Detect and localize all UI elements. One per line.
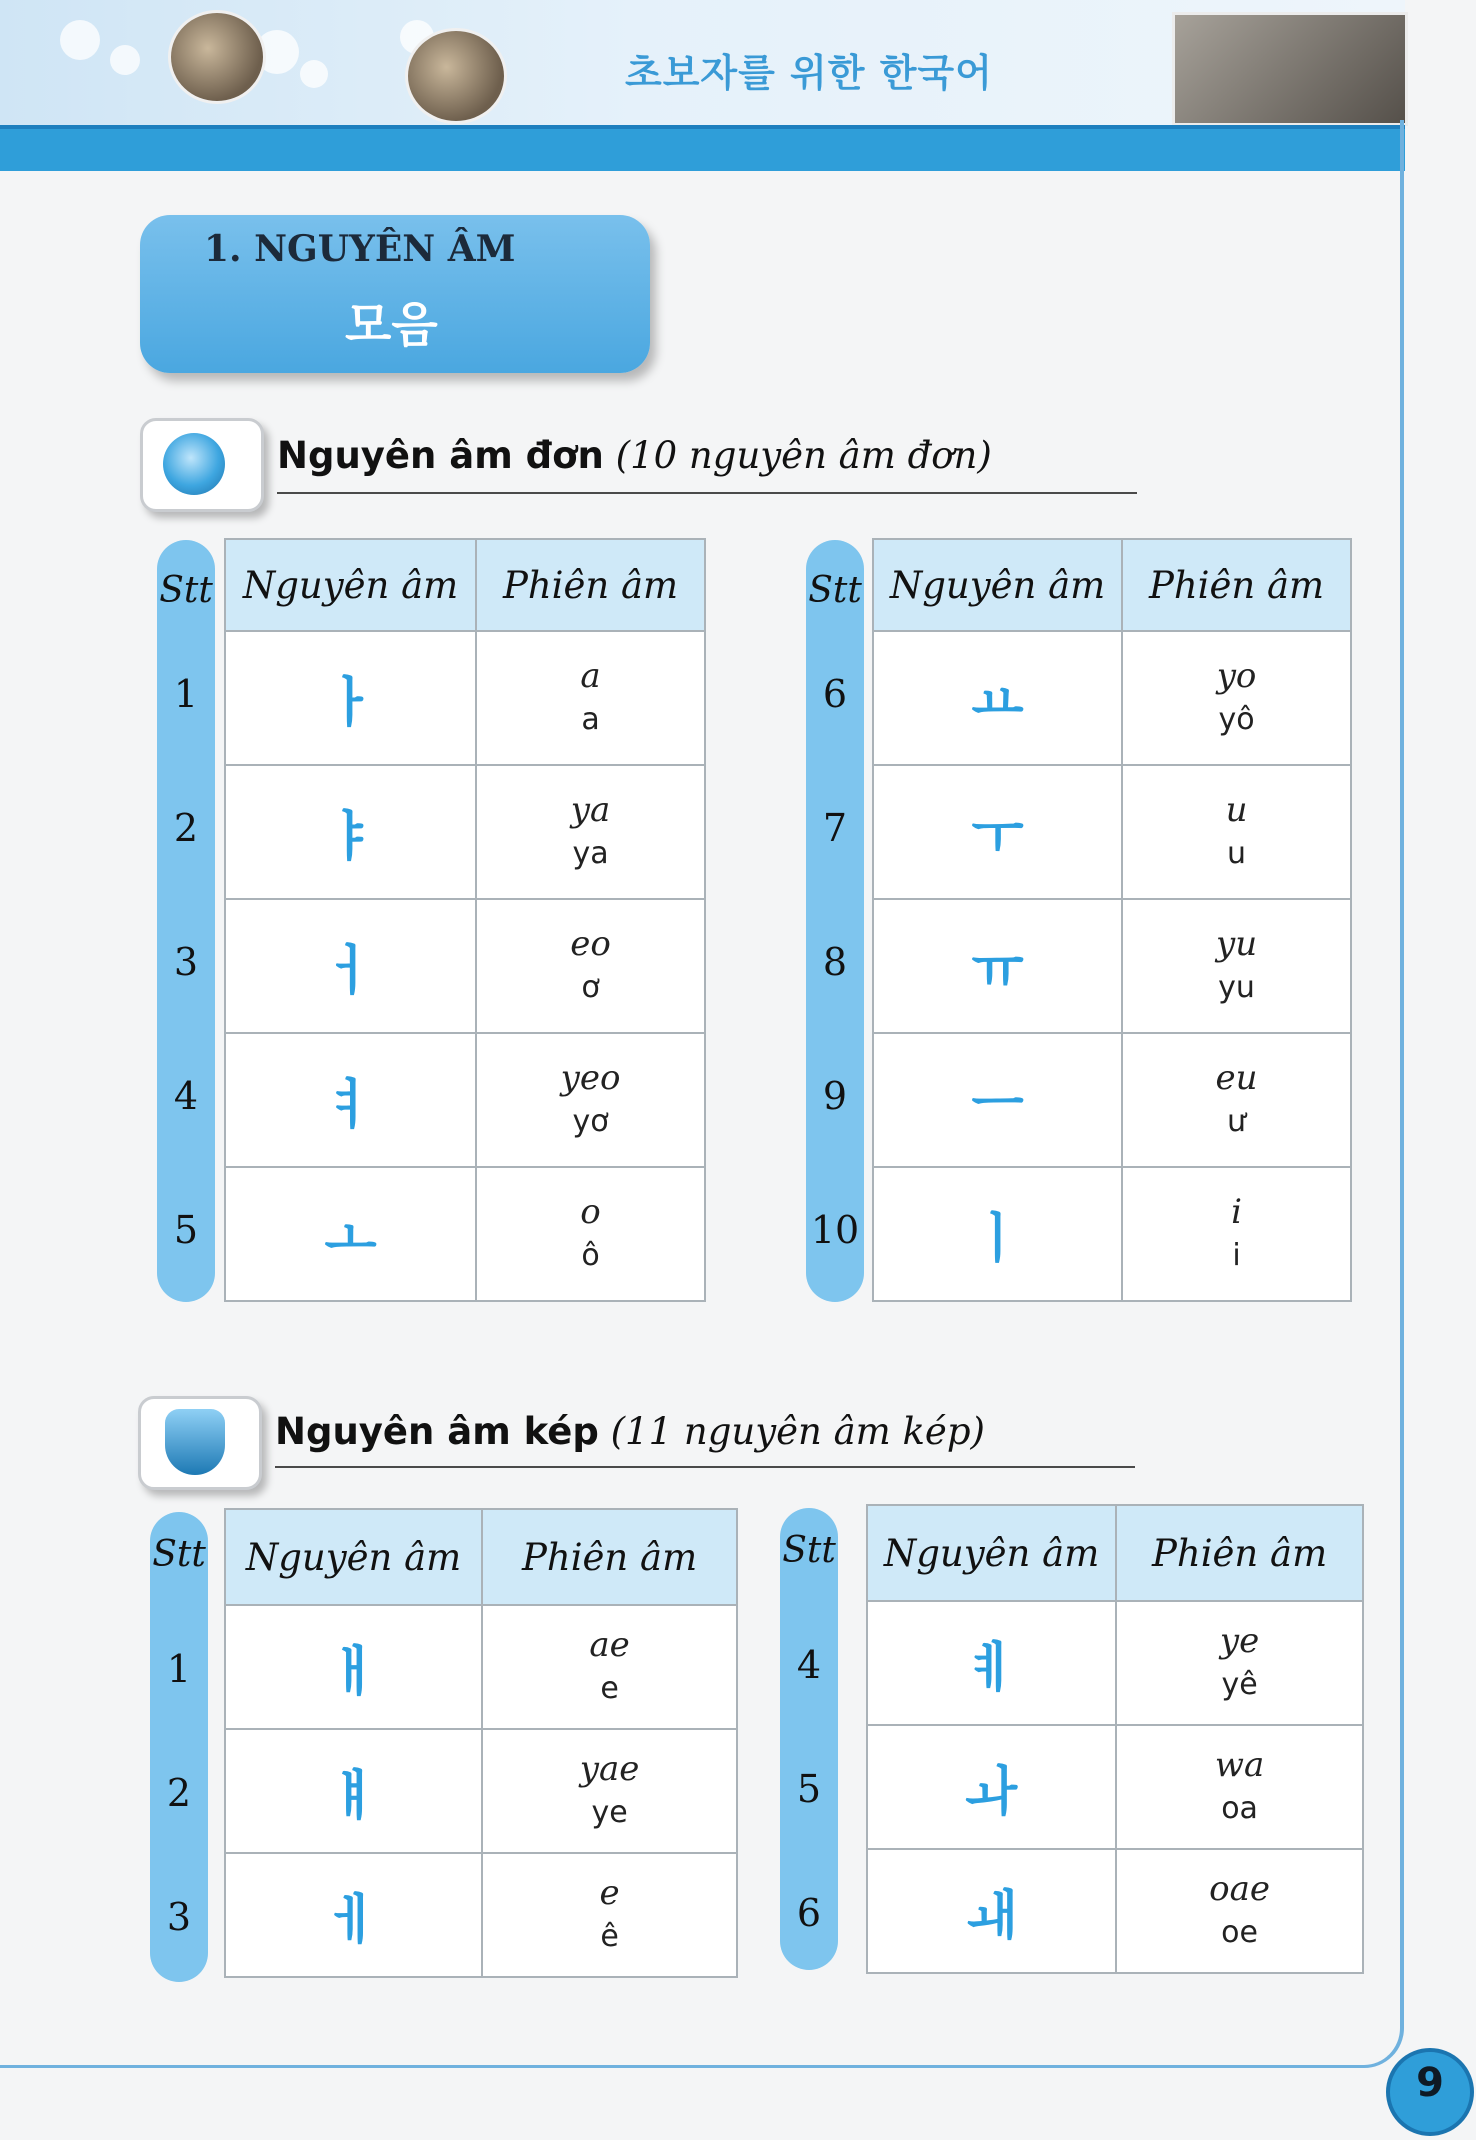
- stt-number: 1: [173, 672, 199, 716]
- table-row: [225, 1853, 737, 1977]
- romanization: oae: [1209, 1869, 1271, 1909]
- stt-column-bar: [806, 540, 864, 1302]
- phonetic-cell: [1116, 1849, 1363, 1973]
- vietnamese-reading: ê: [600, 1919, 619, 1954]
- table-row: [867, 1725, 1363, 1849]
- double-vowel-heading: [275, 1410, 985, 1453]
- single-vowel-table-left: [224, 538, 706, 1302]
- stt-number: 9: [822, 1074, 848, 1118]
- page-number: 9: [1416, 2060, 1444, 2106]
- stt-header: Stt: [782, 1530, 836, 1571]
- table-row: [225, 1729, 737, 1853]
- phonetic-cell: [1116, 1601, 1363, 1725]
- vowel-cell: ㅐ: [225, 1605, 482, 1729]
- vowel-column-header: Nguyên âm: [873, 539, 1122, 631]
- stt-number: 7: [822, 806, 848, 850]
- single-heading-count: (10 nguyên âm đơn): [615, 434, 992, 477]
- romanization: yae: [579, 1749, 640, 1789]
- decor-bubble: [60, 20, 100, 60]
- header-photo-rect: [1172, 12, 1408, 126]
- phonetic-column-header: Phiên âm: [1116, 1505, 1363, 1601]
- single-vowel-badge-icon: [140, 418, 264, 512]
- romanization: yo: [1216, 656, 1257, 696]
- table-row: [225, 1167, 705, 1301]
- vietnamese-reading: yê: [1221, 1667, 1258, 1702]
- vowel-cell: ㅒ: [225, 1729, 482, 1853]
- vowel-cell: ㅛ: [873, 631, 1122, 765]
- double-heading-bold: Nguyên âm kép: [275, 1410, 599, 1453]
- stt-column-bar: [157, 540, 215, 1302]
- phonetic-cell: [482, 1853, 737, 1977]
- decor-bubble: [300, 60, 328, 88]
- vowel-cell: ㅡ: [873, 1033, 1122, 1167]
- romanization: o: [580, 1192, 601, 1232]
- romanization: ya: [570, 790, 611, 830]
- vietnamese-reading: yu: [1218, 970, 1255, 1005]
- stt-number: 6: [822, 672, 848, 716]
- vietnamese-reading: ư: [1227, 1104, 1247, 1139]
- romanization: i: [1231, 1192, 1242, 1232]
- stt-number: 5: [796, 1767, 822, 1811]
- stt-number: 3: [173, 940, 199, 984]
- phonetic-column-header: Phiên âm: [1122, 539, 1351, 631]
- section-korean-title: 모음: [345, 297, 438, 353]
- romanization: u: [1225, 790, 1248, 830]
- vietnamese-reading: i: [1232, 1238, 1241, 1273]
- table-row: [873, 631, 1351, 765]
- double-vowel-table-right: [866, 1504, 1364, 1974]
- table-row: [225, 765, 705, 899]
- vowel-cell: ㅗ: [225, 1167, 476, 1301]
- stt-number: 2: [166, 1771, 192, 1815]
- phonetic-cell: [1122, 631, 1351, 765]
- double-vowel-badge-icon: [138, 1396, 262, 1490]
- section-title: 1. NGUYÊN ÂM: [204, 228, 516, 270]
- single-vowel-table-right: [872, 538, 1352, 1302]
- vowel-cell: ㅏ: [225, 631, 476, 765]
- table-row: [225, 1605, 737, 1729]
- decor-bubble: [110, 45, 140, 75]
- single-vowel-heading: [277, 434, 992, 477]
- table-row: [873, 765, 1351, 899]
- double-vowel-table-left: [224, 1508, 738, 1978]
- table-row: [225, 899, 705, 1033]
- vowel-column-header: Nguyên âm: [225, 1509, 482, 1605]
- phonetic-cell: [1122, 1167, 1351, 1301]
- vietnamese-reading: yô: [1218, 702, 1255, 737]
- stt-number: 4: [796, 1643, 822, 1687]
- stt-number: 6: [796, 1891, 822, 1935]
- table-row: [867, 1601, 1363, 1725]
- stt-number: 10: [810, 1208, 860, 1252]
- stt-header: Stt: [808, 570, 862, 611]
- vowel-cell: ㅘ: [867, 1725, 1116, 1849]
- phonetic-cell: [476, 765, 705, 899]
- vowel-cell: ㅣ: [873, 1167, 1122, 1301]
- vietnamese-reading: oa: [1221, 1791, 1258, 1826]
- phonetic-cell: [482, 1729, 737, 1853]
- table-row: [225, 1033, 705, 1167]
- phonetic-cell: [476, 1167, 705, 1301]
- vietnamese-reading: ya: [572, 836, 609, 871]
- vowel-cell: ㅜ: [873, 765, 1122, 899]
- stt-number: 8: [822, 940, 848, 984]
- vietnamese-reading: u: [1227, 836, 1247, 871]
- heading-underline: [275, 1466, 1135, 1468]
- stt-number: 3: [166, 1895, 192, 1939]
- vowel-cell: ㅔ: [225, 1853, 482, 1977]
- phonetic-column-header: Phiên âm: [482, 1509, 737, 1605]
- romanization: yu: [1215, 924, 1258, 964]
- romanization: ae: [589, 1625, 630, 1665]
- stt-number: 1: [166, 1647, 192, 1691]
- vietnamese-reading: e: [600, 1671, 619, 1706]
- vietnamese-reading: yơ: [572, 1104, 609, 1139]
- vowel-cell: ㅙ: [867, 1849, 1116, 1973]
- header-photo-circle: [168, 10, 266, 104]
- romanization: a: [580, 656, 601, 696]
- vietnamese-reading: ơ: [581, 970, 600, 1005]
- vowel-cell: ㅑ: [225, 765, 476, 899]
- phonetic-column-header: Phiên âm: [476, 539, 705, 631]
- phonetic-cell: [476, 899, 705, 1033]
- romanization: ye: [1219, 1621, 1260, 1661]
- romanization: e: [599, 1873, 620, 1913]
- stt-number: 5: [173, 1208, 199, 1252]
- vietnamese-reading: oe: [1221, 1915, 1258, 1950]
- double-heading-count: (11 nguyên âm kép): [610, 1410, 985, 1453]
- phonetic-cell: [1122, 1033, 1351, 1167]
- vowel-column-header: Nguyên âm: [867, 1505, 1116, 1601]
- table-row: [225, 631, 705, 765]
- heading-underline: [277, 492, 1137, 494]
- romanization: yeo: [560, 1058, 621, 1098]
- vowel-column-header: Nguyên âm: [225, 539, 476, 631]
- phonetic-cell: [1122, 765, 1351, 899]
- vietnamese-reading: ye: [591, 1795, 628, 1830]
- table-row: [867, 1849, 1363, 1973]
- stt-header: Stt: [152, 1534, 206, 1575]
- vowel-cell: ㅕ: [225, 1033, 476, 1167]
- single-heading-bold: Nguyên âm đơn: [277, 434, 604, 477]
- romanization: wa: [1214, 1745, 1265, 1785]
- romanization: eu: [1215, 1058, 1258, 1098]
- vietnamese-reading: a: [581, 702, 600, 737]
- phonetic-cell: [1122, 899, 1351, 1033]
- phonetic-cell: [1116, 1725, 1363, 1849]
- phonetic-cell: [476, 631, 705, 765]
- phonetic-cell: [482, 1605, 737, 1729]
- stt-number: 2: [173, 806, 199, 850]
- romanization: eo: [570, 924, 611, 964]
- stt-header: Stt: [159, 570, 213, 611]
- book-title: 초보자를 위한 한국어: [625, 51, 993, 95]
- header-photo-circle: [405, 28, 507, 124]
- table-row: [873, 1033, 1351, 1167]
- vowel-cell: ㅖ: [867, 1601, 1116, 1725]
- phonetic-cell: [476, 1033, 705, 1167]
- vietnamese-reading: ô: [581, 1238, 600, 1273]
- stt-number: 4: [173, 1074, 199, 1118]
- vowel-cell: ㅓ: [225, 899, 476, 1033]
- table-row: [873, 1167, 1351, 1301]
- table-row: [873, 899, 1351, 1033]
- vowel-cell: ㅠ: [873, 899, 1122, 1033]
